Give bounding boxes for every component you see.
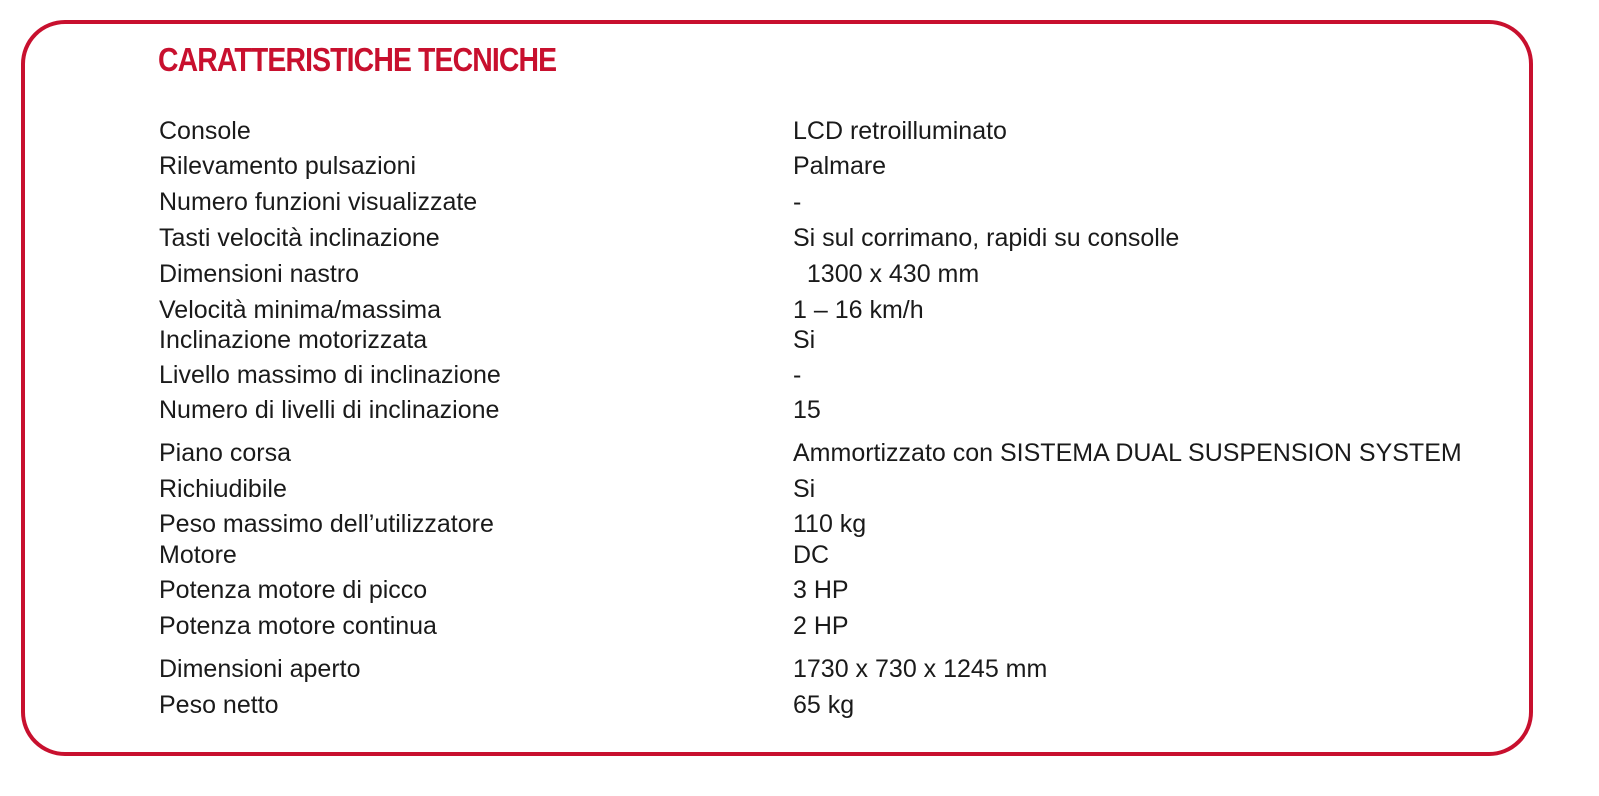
spec-row [0,256,1599,292]
spec-label: Numero di livelli di inclinazione [159,396,500,424]
spec-value: 110 kg [793,510,867,538]
spec-label: Rilevamento pulsazioni [159,152,417,180]
spec-value: 1730 x 730 x 1245 mm [793,655,1048,683]
spec-value: 1 – 16 km/h [793,296,924,324]
spec-label: Velocità minima/massima [159,296,442,324]
spec-value: LCD retroilluminato [793,117,1007,145]
spec-row [0,572,1599,608]
spec-row [0,113,1599,149]
page-title: CARATTERISTICHE TECNICHE [158,41,557,78]
spec-value: - [793,361,802,389]
spec-label: Piano corsa [159,439,292,467]
spec-value: Si [793,475,816,503]
spec-label: Livello massimo di inclinazione [159,361,501,389]
spec-row [0,651,1599,687]
spec-row [0,148,1599,184]
spec-row [0,184,1599,220]
spec-row [0,392,1599,428]
spec-label: Potenza motore continua [159,612,437,640]
spec-value: Palmare [793,152,887,180]
spec-value: 1300 x 430 mm [793,260,980,288]
spec-row [0,687,1599,723]
spec-label: Motore [159,541,237,569]
spec-value: 2 HP [793,612,849,640]
spec-label: Dimensioni aperto [159,655,361,683]
spec-value: - [793,188,802,216]
spec-row [0,608,1599,644]
spec-row [0,357,1599,393]
spec-label: Potenza motore di picco [159,576,428,604]
spec-label: Peso netto [159,691,279,719]
spec-value: Si [793,326,816,354]
spec-value: 3 HP [793,576,849,604]
spec-label: Numero funzioni visualizzate [159,188,478,216]
spec-value: Si sul corrimano, rapidi su consolle [793,224,1180,252]
spec-row [0,220,1599,256]
spec-label: Inclinazione motorizzata [159,326,428,354]
spec-row [0,537,1599,573]
spec-row [0,322,1599,358]
spec-row [0,471,1599,507]
spec-label: Dimensioni nastro [159,260,360,288]
spec-label: Peso massimo dell’utilizzatore [159,510,494,538]
spec-value: 65 kg [793,691,855,719]
spec-label: Tasti velocità inclinazione [159,224,440,252]
spec-label: Richiudibile [159,475,287,503]
spec-label: Console [159,117,251,145]
spec-value: 15 [793,396,821,424]
spec-value: Ammortizzato con SISTEMA DUAL SUSPENSION SYSTEM [793,439,1462,467]
spec-value: DC [793,541,830,569]
spec-row [0,435,1599,471]
